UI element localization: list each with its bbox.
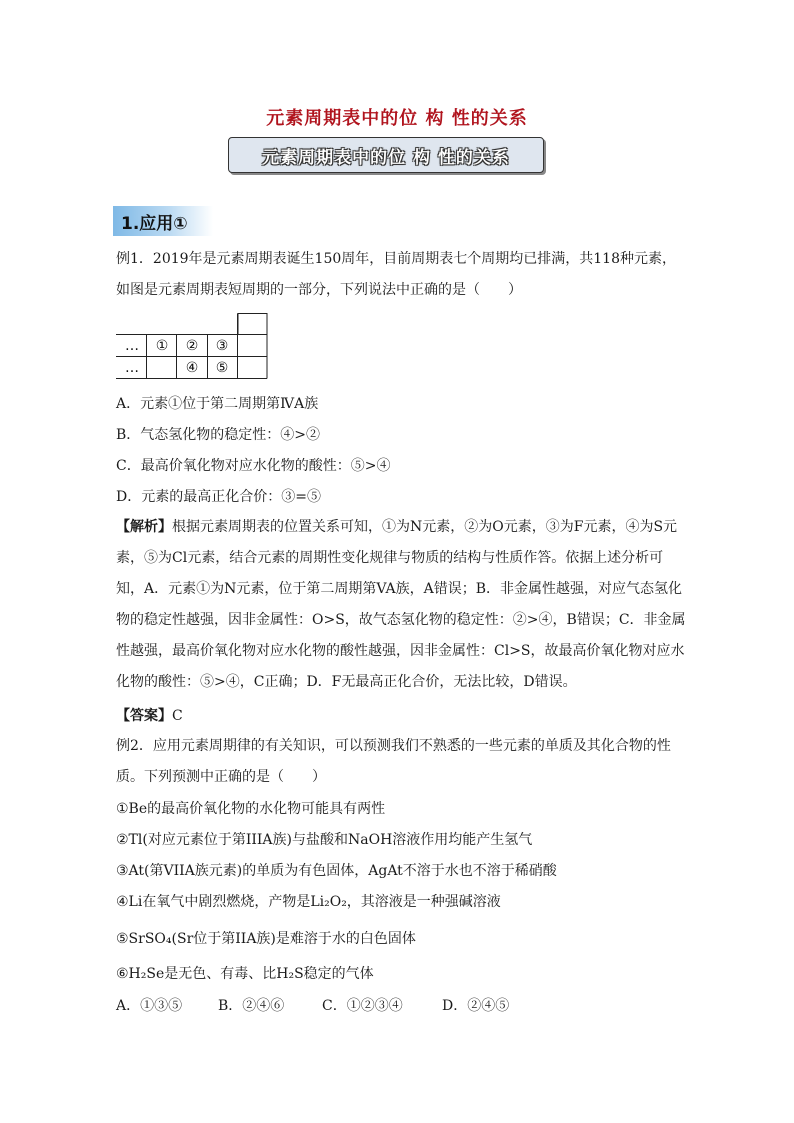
example1-answer [116,706,183,726]
section-heading [113,206,213,236]
table-cell-r2c4: ⑤ [215,360,229,376]
title-banner [228,137,544,173]
table-cell-r1c2: ① [155,338,169,354]
example1-option-c: C．最高价氧化物对应水化物的酸性：⑤>④ [116,458,391,474]
table-cell-top [238,314,267,335]
table-cell-r2c1: … [125,360,139,376]
example2-choice-c: C．①②③④ [322,998,403,1014]
document-title: 元素周期表中的位 构 性的关系 [266,108,528,129]
example1-stem: 例1．2019年是元素周期表诞生150周年，目前周期表七个周期均已排满，共118种元素，如图是元素周期表短周期的一部分，下列说法中正确的是（ ） [116,251,676,298]
example1-option-d: D．元素的最高正化合价：③=⑤ [116,489,321,505]
answer-label: 【答案】 [116,708,172,724]
example2-item-6: ⑥H₂Se是无色、有毒、比H₂S稳定的气体 [116,966,374,982]
table-cell-r1c3: ② [185,338,199,354]
analysis-text: 根据元素周期表的位置关系可知，①为N元素，②为O元素，③为F元素，④为S元素，⑤为Cl元素，结合元素的周期性变化规律与物质的结构与性质作答。依据上述分析可知，A．元素①为N元素，位于第二周期第VA族，A错误；B．非金属性越强，对应气态氢化物的稳定性越强，因非金属性：O>S，故气态氢化物的稳定性：②>④，B错误；C．非金属性越强，最高价氧化物对应水化物的酸性越强，因非金属性：Cl>S，故最高价氧化物对应水化物的酸性：⑤>④，C正确；D．F无最高正化合价，无法比较，D错误。 [116,519,686,690]
table-cell-r1c1: … [125,338,139,354]
periodic-table-grid [116,313,268,379]
example2-choice-d: D．②④⑤ [442,998,510,1014]
example1-option-a: A．元素①位于第二周期第ⅣA族 [116,396,319,412]
answer-value: C [172,708,183,724]
example2-choices [116,996,509,1016]
table-cell-r2c3: ④ [185,360,199,376]
example2-choice-a: A．①③⑤ [116,998,183,1014]
banner-text: 元素周期表中的位 构 性的关系 [262,147,510,168]
example2-item-1: ①Be的最高价氧化物的水化物可能具有两性 [116,801,386,817]
example2-item-5: ⑤SrSO₄(Sr位于第IIA族)是难溶于水的白色固体 [116,931,416,947]
periodic-table-fragment [116,313,268,379]
table-cell-r1c4: ③ [215,338,229,354]
example2-item-4: ④Li在氧气中剧烈燃烧，产物是Li₂O₂，其溶液是一种强碱溶液 [116,894,501,910]
example1-analysis [116,512,686,698]
example1-option-b: B．气态氢化物的稳定性：④>② [116,427,321,443]
example2-choice-b: B．②④⑥ [218,998,285,1014]
example2-item-2: ②Tl(对应元素位于第IIIA族)与盐酸和NaOH溶液作用均能产生氢气 [116,832,533,848]
example2-stem: 例2．应用元素周期律的有关知识，可以预测我们不熟悉的一些元素的单质及其化合物的性质。下列预测中正确的是（ ） [116,738,671,785]
section-heading-text: 1.应用① [121,213,188,234]
example2-item-3: ③At(第VIIA族元素)的单质为有色固体，AgAt不溶于水也不溶于稀硝酸 [116,863,557,879]
analysis-label: 【解析】 [116,519,172,535]
